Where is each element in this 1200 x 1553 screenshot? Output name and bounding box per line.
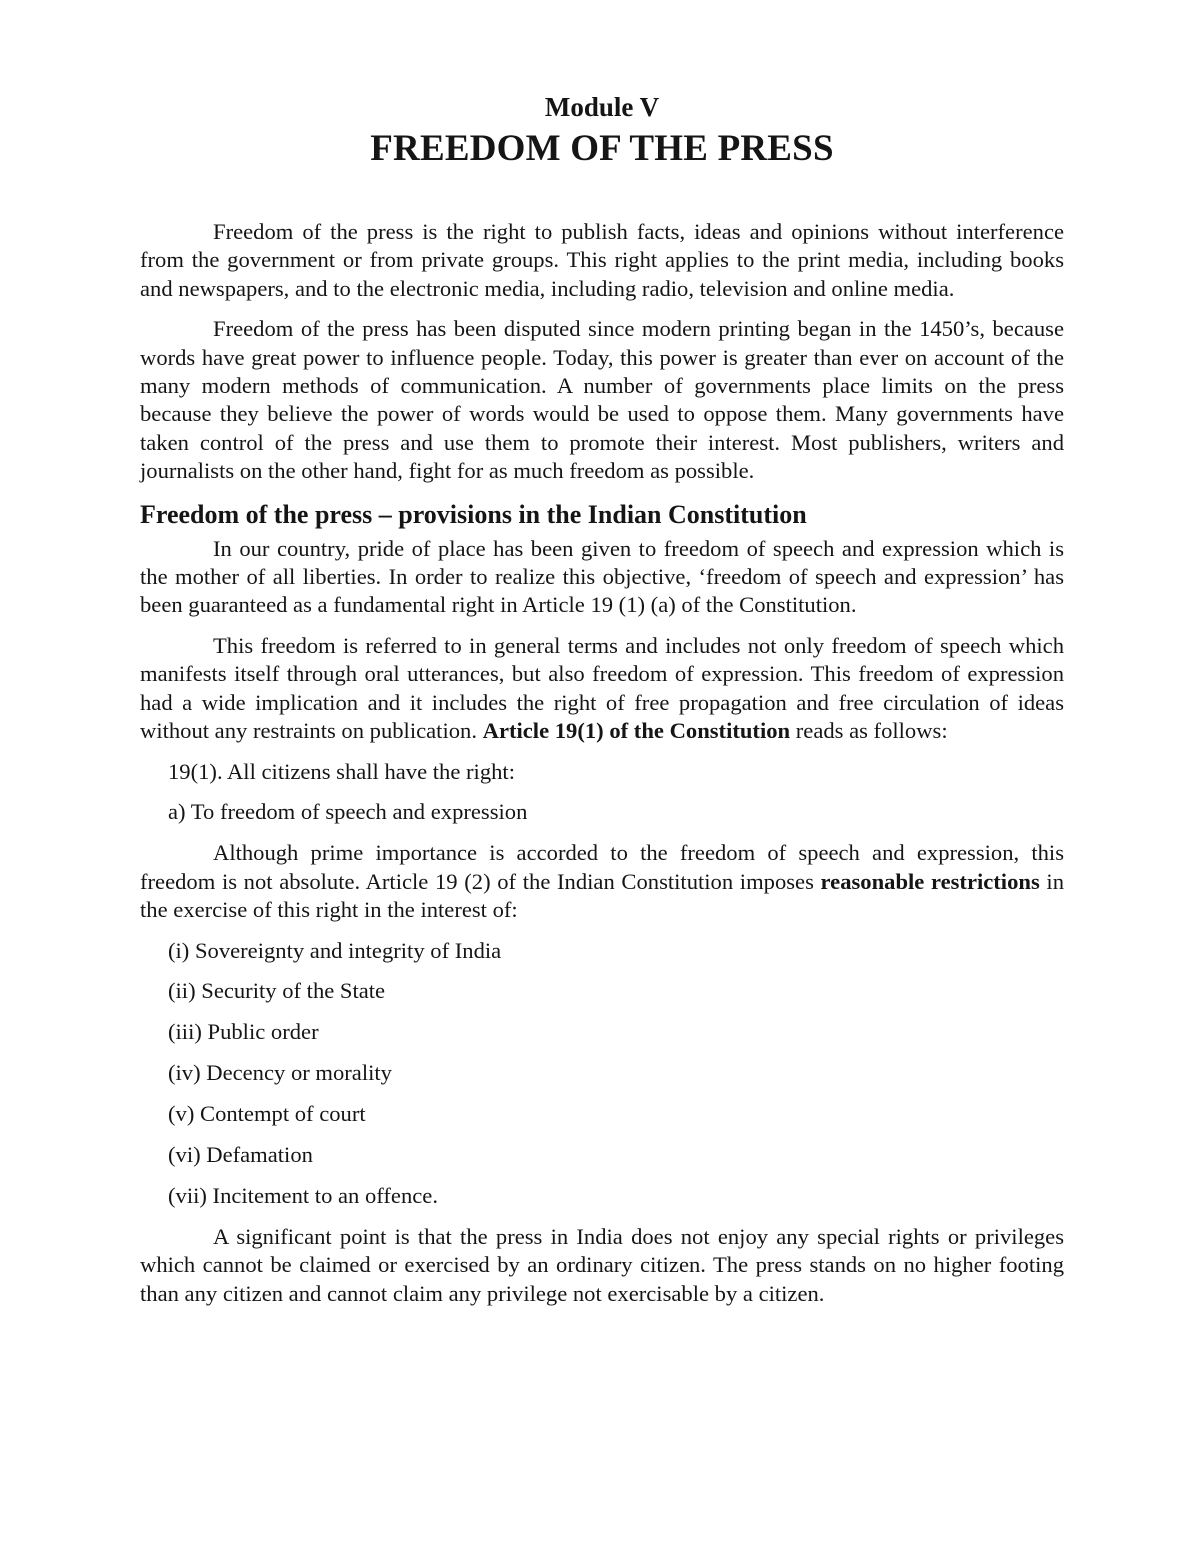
section-paragraph-4: A significant point is that the press in India does not enjoy any special rights or privileges which cannot be claimed or exercised by an ordinary citizen. The press stands on no higher footing than any citizen and cannot claim any privilege not exercisable by a citizen. bbox=[140, 1223, 1064, 1306]
clause-intro: 19(1). All citizens shall have the right: bbox=[168, 758, 515, 784]
intro-paragraph-2: Freedom of the press has been disputed since modern printing began in the 1450’s, because words have great power to influence people. Today, this power is greater than ever on account of the many modern methods of communication. A number of governments place limits on the press because they believe the power of words would be used to oppose them. Many governments have taken control of the press and use them to promote their interest. Most publishers, writers and journalists on the other hand, fight for as much freedom as possible. bbox=[140, 316, 1064, 484]
document-page bbox=[140, 88, 1064, 1320]
clause-a: a) To freedom of speech and expression bbox=[168, 799, 528, 825]
restriction-item: (ii) Security of the State bbox=[168, 978, 386, 1004]
paragraph-2-text: This freedom is referred to in general terms and includes not only freedom of speech which manifests itself through oral utterances, but also freedom of expression. This freedom of expression had a wide implication and it includes the right of free propagation and free circulation of ideas without any restraints on publication. bbox=[140, 632, 1064, 744]
section-paragraph-1: In our country, pride of place has been given to freedom of speech and expression which is the mother of all liberties. In order to realize this objective, ‘freedom of speech and expression’ has been guaranteed as a fundamental right in Article 19 (1) (a) of the Constitution. bbox=[140, 535, 1064, 618]
article-19-1-reference: Article 19(1) of the Constitution bbox=[482, 718, 791, 744]
paragraph-2-tail: reads as follows: bbox=[795, 718, 948, 744]
section-heading: Freedom of the press – provisions in the Indian Constitution bbox=[140, 499, 807, 529]
intro-paragraph-1: Freedom of the press is the right to publish facts, ideas and opinions without interference from the government or from private groups. This right applies to the print media, including books and newspapers, and to the electronic media, including radio, television and online media. bbox=[140, 219, 1064, 301]
restriction-item: (i) Sovereignty and integrity of India bbox=[168, 937, 502, 963]
paragraph-3-text: Although prime importance is accorded to the freedom of speech and expression, this freedom is not absolute. Article 19 (2) of the Indian Constitution imposes bbox=[140, 840, 1064, 894]
restriction-item: (iii) Public order bbox=[168, 1019, 319, 1045]
restriction-item: (v) Contempt of court bbox=[168, 1101, 366, 1127]
restriction-item: (vi) Defamation bbox=[168, 1142, 313, 1168]
paragraph-3-tail: in the exercise of this right in the interest of: bbox=[140, 868, 1064, 923]
page-title: FREEDOM OF THE PRESS bbox=[370, 128, 834, 169]
restriction-item: (vii) Incitement to an offence. bbox=[168, 1182, 438, 1208]
restrictions-list bbox=[140, 937, 1064, 1211]
reasonable-restrictions-term: reasonable restrictions bbox=[820, 868, 1040, 894]
module-label: Module V bbox=[544, 92, 660, 122]
section-paragraph-2 bbox=[140, 632, 1064, 746]
section-paragraph-3 bbox=[140, 839, 1064, 924]
title-spacer bbox=[140, 172, 1064, 218]
restriction-item: (iv) Decency or morality bbox=[168, 1060, 392, 1086]
